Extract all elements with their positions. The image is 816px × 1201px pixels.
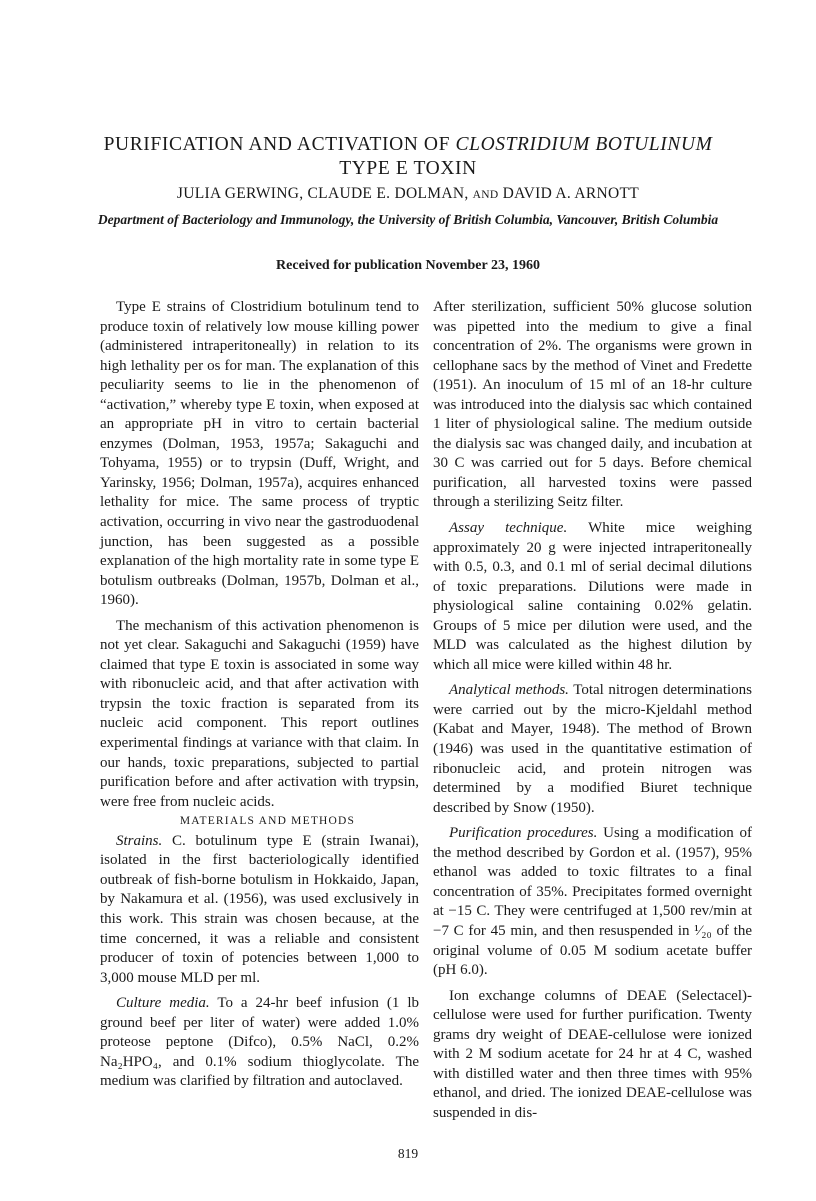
article-title [60,133,756,181]
intro-paragraph-2: The mechanism of this activation phenomenon is not yet clear. Sakaguchi and Sakaguchi (1959) have claimed that type E toxin is associated in some way with ribonucleic acid, and that after activation with trypsin the toxic fraction is separated from its nucleic acid component. This report outlines experimental findings at variance with that claim. In our hands, toxic preparations, subjected to partial purification before and after activation with trypsin, were free from nucleic acids. [100,617,419,810]
strains-lead: Strains. [116,832,163,849]
title-italic-organism: CLOSTRIDIUM BOTULINUM [455,134,713,155]
authors-and: AND [472,189,499,201]
culture-lead: Culture media. [116,995,210,1012]
ion-exchange-paragraph: Ion exchange columns of DEAE (Selectacel)-cellulose were used for further purification. Twenty grams dry weight of DEAE-cellulose were ionized with 2 M sodium acetate for 24 hr at 4 C, washed with distilled water and then three times with 95% ethanol, and dried. The ionized DEAE-cellulose was suspended in dis- [433,987,752,1121]
assay-text: White mice weighing approximately 20 g were injected intraperitoneally with 0.5, 0.3, and 0.1 ml of serial decimal dilutions of toxic preparations. Dilutions were made in physiological saline containing 0.02% gelatin. Groups of 5 mice per dilution were used, and the MLD was calculated as the highest dilution by which all mice were killed within 48 hr. [433,520,752,673]
left-column [100,298,419,1092]
received-date: Received for publication November 23, 1960 [276,258,540,273]
strains-paragraph [100,832,419,988]
title-line-2: TYPE E TOXIN [339,158,477,179]
culture-text: To a 24-hr beef infusion (1 lb ground beef per liter of water) were added 1.0% proteose peptone (Difco), 0.5% NaCl, 0.2% Na₂HPO₄, and 0.1% sodium thioglycolate. The medium was clarified by filtration and autoclaved. [100,995,420,1090]
authors-part-1: JULIA GERWING, CLAUDE E. DOLMAN, [176,185,473,202]
analytical-paragraph [433,681,752,818]
strains-text: C. botulinum type E (strain Iwanai), isolated in the first bacteriologically identified outbreak of fish-borne botulism in Hokkaido, Japan, by Nakamura et al. (1956), was used exclusively in this work. This strain was chosen because, at the time concerned, it was a reliable and consistent producer of toxin of potencies between 1,000 to 3,000 mouse MLD per ml. [100,832,419,986]
purification-text: Using a modification of the method described by Gordon et al. (1957), 95% ethanol was added to toxic filtrates to a final concentration of 35%. Precipitates formed overnight at −15 C. They were centrifuged at 1,500 rev/min at −7 C for 45 min, and then resuspended in ¹⁄₂₀ of the original volume of 0.05 M sodium acetate buffer (pH 6.0). [433,825,753,979]
right-column [433,298,752,1123]
culture-continued: After sterilization, sufficient 50% glucose solution was pipetted into the medium to give a final concentration of 2%. The organisms were grown in cellophane sacs by the method of Vinet and Fredette (1951). An inoculum of 15 ml of an 18-hr culture was introduced into the dialysis sac which contained 1 liter of physiological saline. The medium outside the dialysis sac was changed daily, and incubation at 30 C was carried out for 5 days. Before chemical purification, all harvested toxins were passed through a sterilizing Seitz filter. [433,299,752,511]
page-number: 819 [397,1146,419,1161]
intro-paragraph-1: Type E strains of Clostridium botulinum tend to produce toxin of relatively low mouse killing power (administered intraperitoneally) in relation to its high lethality per os for man. The explanation of this peculiarity seems to lie in the phenomenon of “activation,” whereby type E toxin, when exposed at an appropriate pH in vitro to certain bacterial enzymes (Dolman, 1953, 1957a; Sakaguchi and Tohyama, 1955) or to trypsin (Duff, Wright, and Yarinsky, 1956; Dolman, 1957a), acquires enhanced lethality for mice. The same process of tryptic activation, occurring in vivo near the gastroduodenal junction, has been suggested as a possible explanation of the high mortality rate in some type E botulism outbreaks (Dolman, 1957b, Dolman et al., 1960). [100,299,419,609]
author-list [60,185,756,203]
assay-lead: Assay technique. [449,520,568,537]
authors-part-2: DAVID A. ARNOTT [498,185,640,202]
affiliation: Department of Bacteriology and Immunology, the University of British Columbia, Vancouver, British Columbia [97,212,719,227]
purification-paragraph [433,824,752,980]
title-plain: PURIFICATION AND ACTIVATION OF [103,134,456,155]
assay-paragraph [433,519,752,675]
analytical-text: Total nitrogen determinations were carried out by the micro-Kjeldahl method (Kabat and Mayer, 1948). The method of Brown (1946) was used in the quantitative estimation of ribonucleic acid, and protein nitrogen was determined by a modified Biuret technique described by Snow (1950). [433,682,752,816]
section-heading: MATERIALS AND METHODS [179,815,356,828]
analytical-lead: Analytical methods. [449,682,569,699]
culture-paragraph [100,994,419,1092]
purification-lead: Purification procedures. [449,825,598,842]
